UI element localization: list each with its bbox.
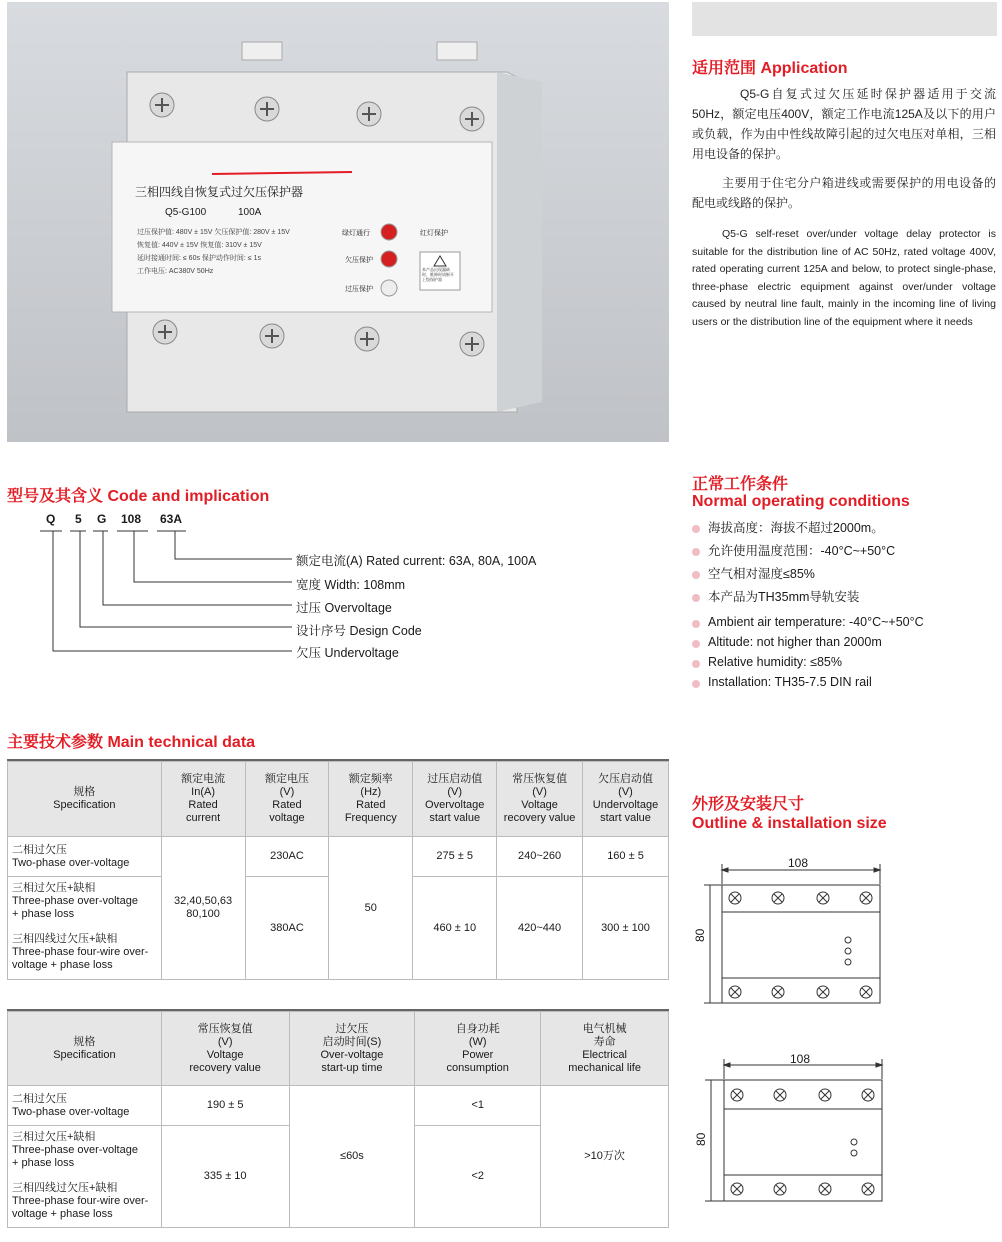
device-spec-line: 工作电压: AC380V 50Hz: [137, 268, 214, 275]
row-label: 三相四线过欠压+缺相 Three-phase four-wire over- voltage + phase loss: [8, 927, 162, 980]
device-spec-line: 延时接通时间: ≤ 60s 保护动作时间: ≤ 1s: [137, 255, 261, 262]
outline-title-cn: 外形及安装尺寸: [692, 796, 805, 813]
device-current: 100A: [238, 207, 262, 218]
condition-item: 空气相对湿度≤85%: [692, 563, 997, 586]
condition-item: 海拔高度：海拔不超过2000m。: [692, 517, 997, 540]
condition-item: Installation: TH35-7.5 DIN rail: [692, 672, 997, 692]
indicator-label: 绿灯通行: [342, 230, 370, 237]
cell-power: <1: [415, 1086, 541, 1126]
cell-under: 300 ± 100: [583, 877, 669, 980]
condition-item: 允许使用温度范围：-40°C~+50°C: [692, 540, 997, 563]
header-rated-voltage: 额定电压 (V) Rated voltage: [245, 762, 329, 837]
cell-over: 460 ± 10: [413, 877, 497, 980]
code-letter: 108: [121, 512, 142, 526]
condition-item: Altitude: not higher than 2000m: [692, 632, 997, 652]
device-spec-line: 恢复值: 440V ± 15V 恢复值: 310V ± 15V: [137, 242, 262, 249]
outline-drawing-2: [690, 1045, 890, 1205]
cell-over: 275 ± 5: [413, 837, 497, 877]
header-specification: 规格 Specification: [8, 1012, 162, 1086]
condition-item: Relative humidity: ≤85%: [692, 652, 997, 672]
conditions-title-cn: 正常工作条件: [692, 476, 789, 493]
row-label: 二相过欠压 Two-phase over-voltage: [8, 837, 162, 877]
code-line-width: 宽度 Width: 108mm: [296, 578, 406, 592]
application-title: 适用范围 Application: [692, 60, 848, 77]
device-model: Q5-G100: [165, 207, 207, 218]
cell-recover: 190 ± 5: [161, 1086, 289, 1126]
header-rated-frequency: 额定频率 (Hz) Rated Frequency: [329, 762, 413, 837]
cell-current: 32,40,50,63 80,100: [161, 837, 245, 980]
code-line-undervoltage: 欠压 Undervoltage: [296, 646, 399, 660]
cell-under: 160 ± 5: [583, 837, 669, 877]
application-cn-p1: Q5-G自复式过欠压延时保护器适用于交流50Hz，额定电压400V，额定工作电流125A及以下的用户或负载，作为由中性线故障引起的过欠电压对单相，三相用电设备的保护。: [692, 87, 996, 161]
outline-drawing-1: [690, 850, 890, 1010]
code-line-rated-current: 额定电流(A) Rated current: 63A, 80A, 100A: [296, 554, 537, 568]
header-bar: [692, 2, 997, 36]
header-specification: 规格 Specification: [8, 762, 162, 837]
cell-power: <2: [415, 1126, 541, 1228]
code-title: 型号及其含义 Code and implication: [7, 488, 270, 505]
row-label: 三相四线过欠压+缺相 Three-phase four-wire over- voltage + phase loss: [8, 1176, 162, 1228]
cell-frequency: 50: [329, 837, 413, 980]
code-letter: 63A: [160, 512, 183, 526]
header-power-consumption: 自身功耗 (W) Power consumption: [415, 1012, 541, 1086]
code-letter: Q: [46, 512, 56, 526]
indicator-label: 欠压保护: [345, 257, 373, 264]
code-letter: G: [97, 512, 107, 526]
condition-item: 本产品为TH35mm导轨安装: [692, 586, 997, 609]
header-voltage-recovery: 常压恢复值 (V) Voltage recovery value: [161, 1012, 289, 1086]
product-photo: [7, 2, 669, 442]
code-line-overvoltage: 过压 Overvoltage: [296, 601, 392, 615]
row-label: 三相过欠压+缺相 Three-phase over-voltage + phase loss: [8, 877, 162, 927]
condition-item: Ambient air temperature: -40°C~+50°C: [692, 612, 997, 632]
code-line-design: 设计序号 Design Code: [296, 624, 422, 638]
cell-recover: 420~440: [497, 877, 583, 980]
table-row: [8, 837, 669, 877]
outline-height-label: 80: [693, 928, 707, 942]
indicator-label: 过压保护: [345, 286, 373, 293]
outline-height-label: 80: [694, 1132, 708, 1146]
cell-recover: 240~260: [497, 837, 583, 877]
outline-title-en: Outline & installation size: [692, 815, 887, 832]
cell-recover: 335 ± 10: [161, 1126, 289, 1228]
header-overvoltage-start: 过压启动值 (V) Overvoltage start value: [413, 762, 497, 837]
warning-label: 本产品出现漏缺时，维修时请断开上级保护器: [422, 267, 454, 282]
device-spec-lines: [137, 226, 337, 278]
outline-width-label: 108: [790, 1052, 811, 1066]
code-letter: 5: [75, 512, 82, 526]
table-row: [8, 1086, 669, 1126]
cell-startup: ≤60s: [289, 1086, 415, 1228]
header-undervoltage-start: 欠压启动值 (V) Undervoltage start value: [583, 762, 669, 837]
conditions-list: [692, 517, 997, 692]
row-label: 三相过欠压+缺相 Three-phase over-voltage + phase loss: [8, 1126, 162, 1176]
header-startup-time: 过欠压 启动时间(S) Over-voltage start-up time: [289, 1012, 415, 1086]
header-rated-current: 额定电流 In(A) Rated current: [161, 762, 245, 837]
header-voltage-recovery: 常压恢复值 (V) Voltage recovery value: [497, 762, 583, 837]
code-connector-lines: [0, 525, 300, 660]
header-mechanical-life: 电气机械 寿命 Electrical mechanical life: [541, 1012, 669, 1086]
application-en-p: Q5-G self-reset over/under voltage delay protector is suitable for the distribution line of AC 50Hz, rated voltage 400V, rated operating current 125A and below, to protect single-phase, three-phase electric equipment against over/under voltage caused by neutral line fault, mainly in the incoming line of living users or the distribution line of the equipment where it needs: [692, 228, 996, 328]
tech-table-1: [7, 761, 669, 980]
tech-table-2: [7, 1011, 669, 1228]
indicator-label: 红灯保护: [420, 230, 448, 237]
cell-life: >10万次: [541, 1086, 669, 1228]
protector-device-illustration: [7, 2, 669, 442]
cell-voltage: 230AC: [245, 837, 329, 877]
conditions-title-en: Normal operating conditions: [692, 493, 910, 510]
application-cn-p2: 主要用于住宅分户箱进线或需要保护的用电设备的配电或线路的保护。: [692, 176, 996, 210]
device-spec-line: 过压保护值: 480V ± 15V 欠压保护值: 280V ± 15V: [137, 229, 290, 236]
tech-title: 主要技术参数 Main technical data: [7, 734, 256, 751]
outline-width-label: 108: [788, 856, 809, 870]
row-label: 二相过欠压 Two-phase over-voltage: [8, 1086, 162, 1126]
cell-voltage: 380AC: [245, 877, 329, 980]
device-title: 三相四线自恢复式过欠压保护器: [135, 185, 304, 199]
